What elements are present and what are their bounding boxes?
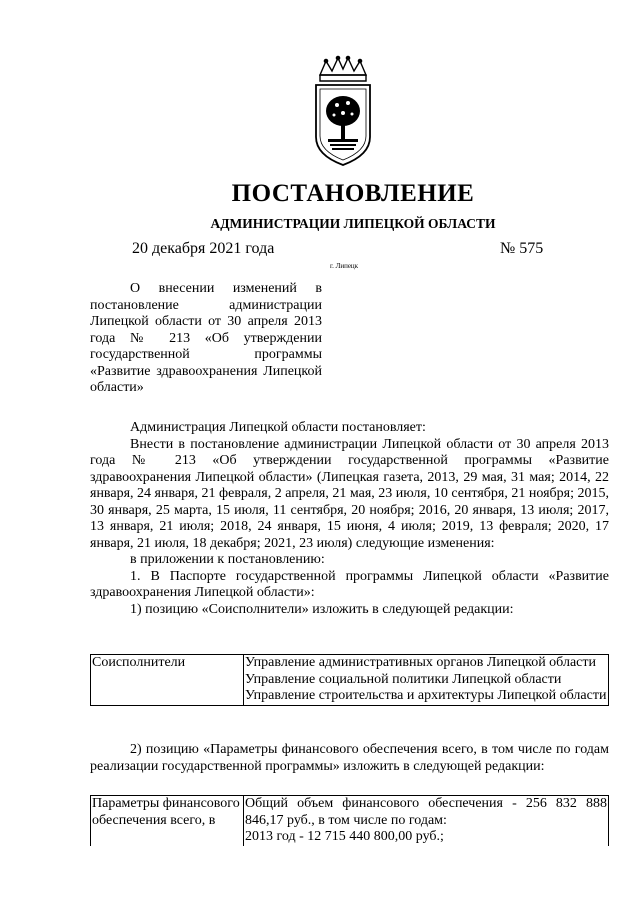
document-subtitle: АДМИНИСТРАЦИИ ЛИПЕЦКОЙ ОБЛАСТИ [210,216,496,231]
table-line: 2013 год - 12 715 440 800,00 руб.; [245,829,444,844]
document-title: ПОСТАНОВЛЕНИЕ [231,180,475,207]
lipetsk-coat-of-arms-icon [310,55,376,171]
body-paragraph-3: в приложении к постановлению: [130,552,325,567]
table-line: Управление административных органов Липецкой области [245,655,596,670]
document-body [90,420,609,618]
table-row [91,796,609,846]
table-row [91,655,609,706]
document-number: № 575 [500,240,544,257]
table-line: Управление строительства и архитектуры Липецкой области [245,688,607,703]
financing-table [90,795,609,846]
table-cell-label: Соисполнители [91,655,244,706]
table-cell-value [244,655,609,706]
table-line: Управление социальной политики Липецкой области [245,671,562,687]
coexecutors-table [90,654,609,706]
document-city: г. Липецк [330,262,359,270]
body-paragraph-2: Внести в постановление администрации Липецкой области от 30 апреля 2013 года № 213 «Об утверждении государственной программы «Развитие здравоохранения Липецкой области» (Липецкая газета, 2013, 29 мая, 31 мая; 2014, 22 января, 24 января, 21 февраля, 2 апреля, 21 мая, 23 июля, 10 сентября, 21 ноября; 2015, 30 января, 25 марта, 15 июля, 11 сентября, 20 ноября; 2016, 20 января, 13 июля; 2017, 13 января, 21 июля; 2018, 24 января, 15 июня, 4 июля; 2019, 13 февраля; 2020, 17 января, 21 июля, 18 декабря; 2021, 23 июля) следующие изменения: [90,436,609,551]
body-paragraph-1: Администрация Липецкой области постановляет: [130,420,426,435]
body-paragraph-6: 2) позицию «Параметры финансового обеспечения всего, в том числе по годам реализации государственной программы» изложить в следующей редакции: [90,742,609,774]
document-date: 20 декабря 2021 года [132,240,275,257]
body-paragraph-4: 1. В Паспорте государственной программы Липецкой области «Развитие здравоохранения Липецкой области»: [90,568,609,600]
body-paragraph-5: 1) позицию «Соисполнители» изложить в следующей редакции: [130,601,514,617]
document-subject: О внесении изменений в постановление администрации Липецкой области от 30 апреля 2013 года № 213 «Об утверждении государственной программы «Развитие здравоохранения Липецкой области» [90,281,322,395]
table-cell-label: Параметры финансового обеспечения всего, в [91,796,244,846]
table-line: Общий объем финансового обеспечения - 256 832 888 846,17 руб., в том числе по годам: [245,796,607,828]
table-cell-value [244,796,609,846]
